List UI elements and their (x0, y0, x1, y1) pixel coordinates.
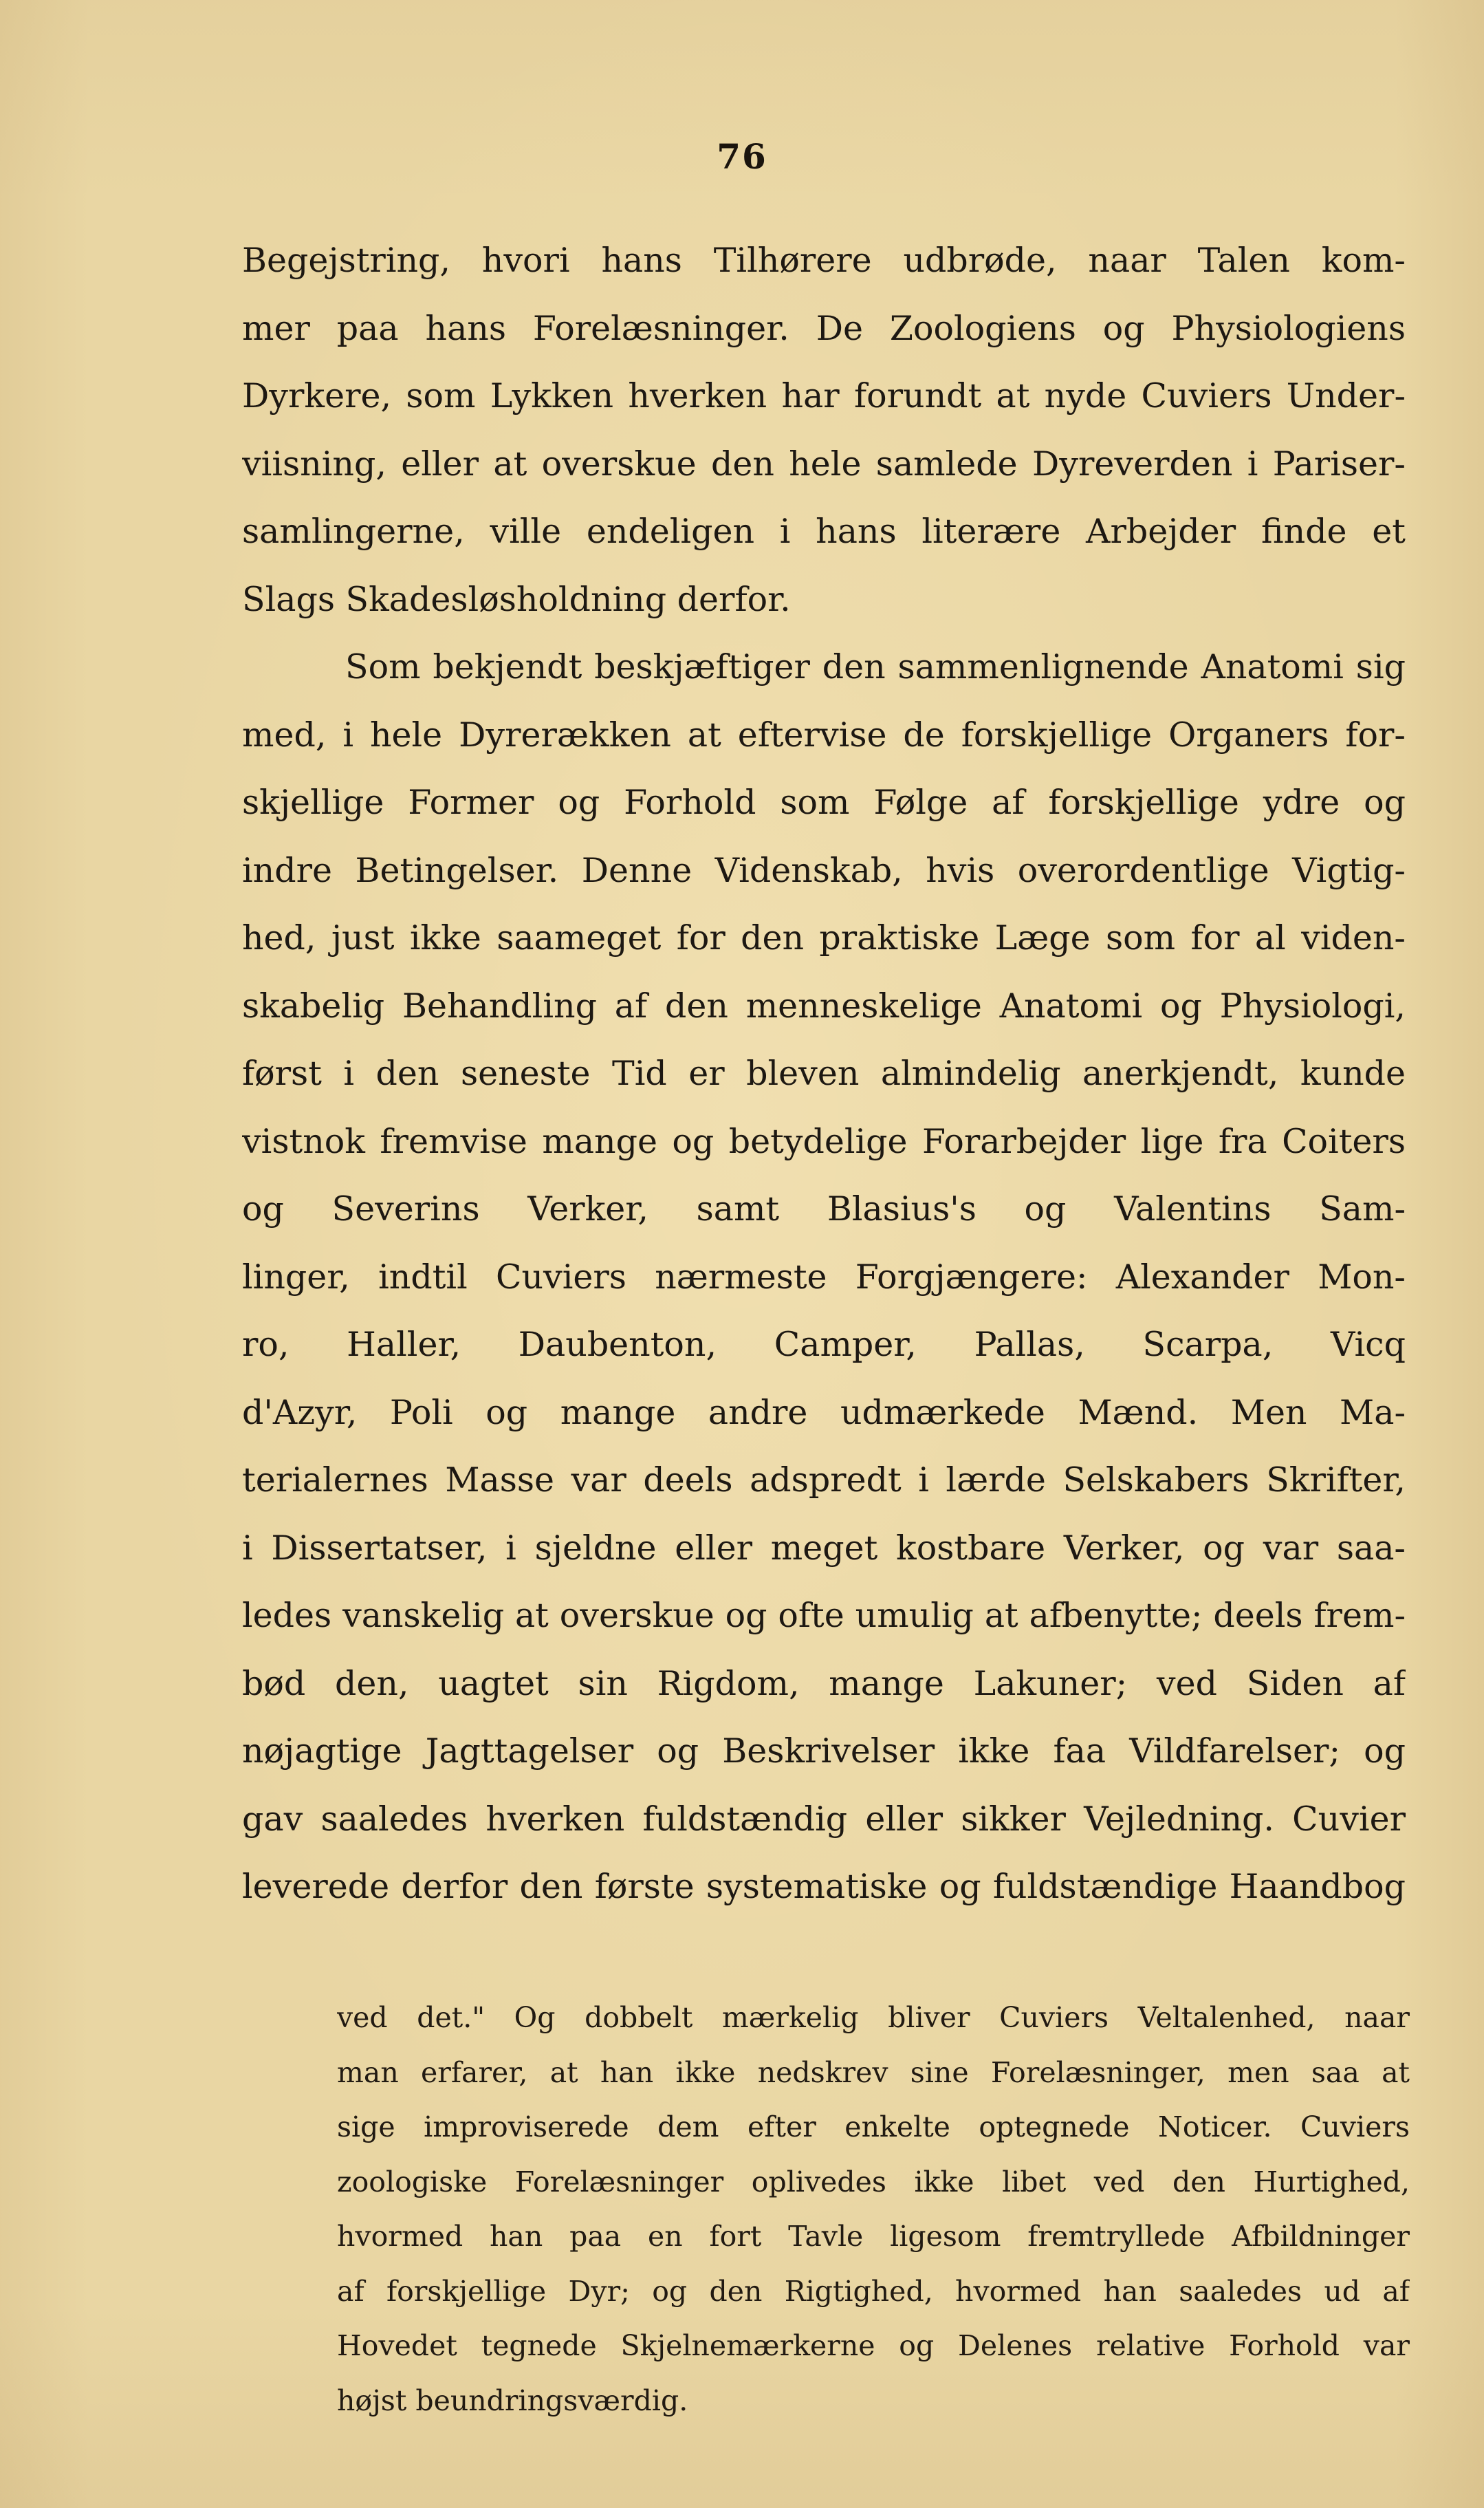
text-line: viisning, eller at overskue den hele samlede Dyreverden i Pariser- (242, 444, 1406, 484)
text-line: d'Azyr, Poli og mange andre udmærkede Mænd. Men Ma- (242, 1392, 1406, 1432)
footnote-line: zoologiske Forelæsninger oplivedes ikke libet ved den Hurtighed, (337, 2165, 1410, 2198)
footnote-line: man erfarer, at han ikke nedskrev sine Forelæsninger, men saa at (337, 2055, 1410, 2089)
text-line: samlingerne, ville endeligen i hans literære Arbejder finde et (242, 512, 1406, 551)
text-line: gav saaledes hverken fuldstændig eller sikker Vejledning. Cuvier (242, 1799, 1406, 1839)
text-line: først i den seneste Tid er bleven almindelig anerkjendt, kunde (242, 1054, 1406, 1093)
text-line: leverede derfor den første systematiske og fuldstændige Haandbog (242, 1867, 1406, 1906)
text-line: skjellige Former og Forhold som Følge af forskjellige ydre og (242, 783, 1406, 822)
text-line: mer paa hans Forelæsninger. De Zoologiens og Physiologiens (242, 308, 1406, 348)
page-number: 76 (717, 136, 767, 177)
text-line: med, i hele Dyrerækken at eftervise de forskjellige Organers for- (242, 715, 1406, 755)
text-line: Slags Skadesløsholdning derfor. (242, 579, 791, 619)
main-text (242, 227, 1406, 1921)
text-line: hed, just ikke saameget for den praktiske Læge som for al viden- (242, 918, 1406, 958)
footnote-line: hvormed han paa en fort Tavle ligesom fremtryllede Afbildninger (337, 2220, 1410, 2253)
text-line: ro, Haller, Daubenton, Camper, Pallas, Scarpa, Vicq (242, 1325, 1406, 1364)
text-line: indre Betingelser. Denne Videnskab, hvis overordentlige Vigtig- (242, 850, 1406, 890)
footnote-line: sige improviserede dem efter enkelte optegnede Noticer. Cuviers (337, 2110, 1410, 2143)
text-line: Som bekjendt beskjæftiger den sammenlignende Anatomi sig (345, 647, 1406, 687)
text-line: nøjagtige Jagttagelser og Beskrivelser ikke faa Vildfarelser; og (242, 1731, 1406, 1771)
text-line: i Dissertatser, i sjeldne eller meget kostbare Verker, og var saa- (242, 1528, 1406, 1568)
footnote-line: ved det." Og dobbelt mærkelig bliver Cuviers Veltalenhed, naar (337, 2001, 1410, 2034)
text-line: linger, indtil Cuviers nærmeste Forgjængere: Alexander Mon- (242, 1257, 1406, 1297)
text-line: og Severins Verker, samt Blasius's og Valentins Sam- (242, 1189, 1406, 1229)
text-line: terialernes Masse var deels adspredt i lærde Selskabers Skrifter, (242, 1460, 1406, 1500)
text-line: Dyrkere, som Lykken hverken har forundt at nyde Cuviers Under- (242, 376, 1406, 415)
text-line: ledes vanskelig at overskue og ofte umulig at afbenytte; deels frem- (242, 1596, 1406, 1635)
text-line: vistnok fremvise mange og betydelige Forarbejder lige fra Coiters (242, 1121, 1406, 1161)
footnote-line: Hovedet tegnede Skjelnemærkerne og Delenes relative Forhold var (337, 2329, 1410, 2362)
footnote-divider (242, 1952, 696, 1954)
text-line: skabelig Behandling af den menneskelige Anatomi og Physiologi, (242, 986, 1406, 1026)
text-line: bød den, uagtet sin Rigdom, mange Lakuner; ved Siden af (242, 1663, 1406, 1703)
footnote-line: højst beundringsværdig. (337, 2383, 688, 2417)
footnote (337, 1991, 1410, 2428)
text-line: Begejstring, hvori hans Tilhørere udbrøde, naar Talen kom- (242, 241, 1406, 280)
footnote-line: af forskjellige Dyr; og den Rigtighed, hvormed han saaledes ud af (337, 2274, 1410, 2308)
